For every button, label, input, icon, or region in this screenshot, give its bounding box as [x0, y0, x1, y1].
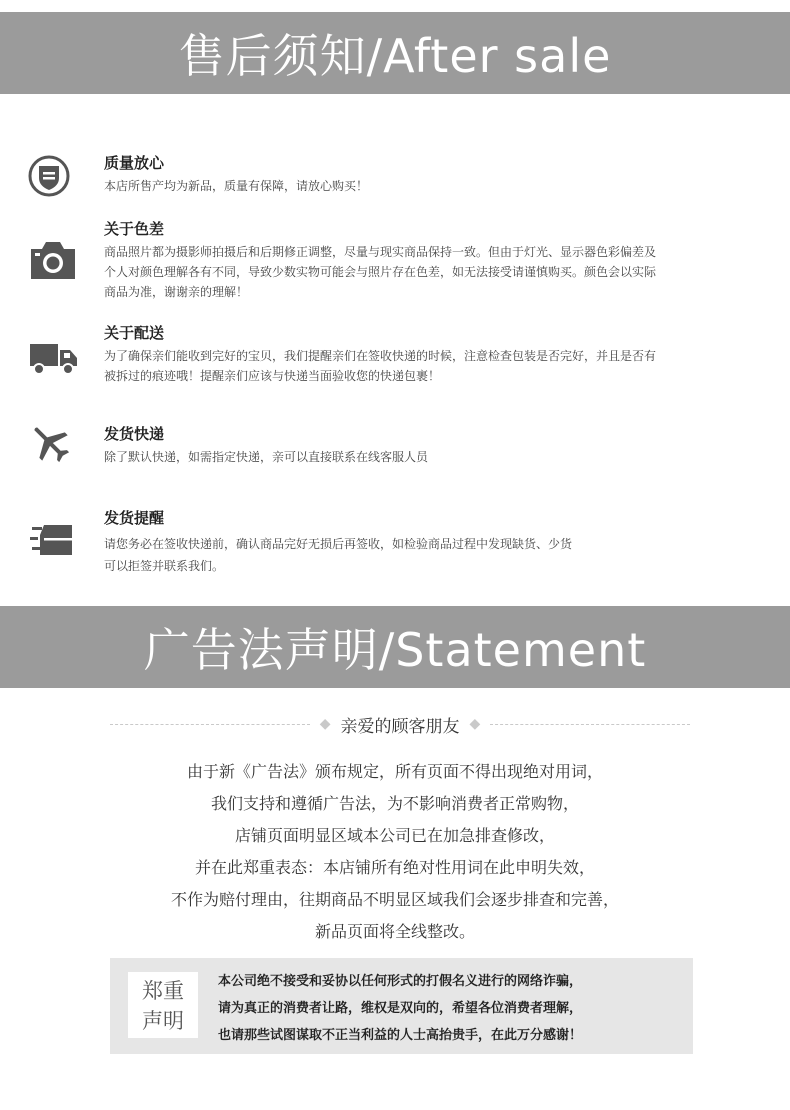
greeting-row	[110, 712, 690, 736]
notice-line: 商品照片都为摄影师拍摄后和后期修正调整，尽量与现实商品保持一致。但由于灯光、显示器色彩偏差及	[104, 245, 657, 259]
statement-line: 不作为赔付理由，往期商品不明显区域我们会逐步排查和完善，	[170, 890, 619, 909]
statement-line: 我们支持和遵循广告法，为不影响消费者正常购物，	[210, 794, 579, 813]
statement-banner-title: 广告法声明/Statement	[143, 623, 647, 677]
statement-banner	[0, 606, 790, 688]
notice-body	[104, 346, 768, 386]
notice-title: 关于色差	[104, 220, 165, 238]
notice-title: 质量放心	[104, 154, 165, 172]
declaration-label-line: 声明	[142, 1009, 184, 1033]
airplane-icon	[28, 421, 82, 465]
notice-body	[104, 447, 768, 467]
camera-icon	[28, 238, 82, 282]
statement-line: 店铺页面明显区域本公司已在加急排查修改，	[234, 826, 555, 845]
notice-line: 本店所售产均为新品，质量有保障，请放心购买！	[104, 179, 369, 193]
greeting-text: 亲爱的顾客朋友	[340, 716, 460, 737]
package-icon	[28, 521, 82, 565]
notice-line: 个人对颜色理解各有不同，导致少数实物可能会与照片存在色差，如无法接受请谨慎购买。颜色会以实际	[104, 265, 657, 279]
diamond-icon: ◆	[319, 716, 331, 732]
statement-line: 由于新《广告法》颁布规定，所有页面不得出现绝对用词，	[186, 762, 603, 781]
solemn-declaration-box	[110, 958, 693, 1054]
statement-text	[0, 756, 790, 948]
notice-title: 关于配送	[104, 324, 165, 342]
declaration-line: 请为真正的消费者让路，维权是双向的，希望各位消费者理解，	[218, 1001, 583, 1016]
notice-body	[104, 242, 768, 302]
after-sale-banner	[0, 12, 790, 94]
statement-line: 新品页面将全线整改。	[314, 922, 475, 941]
notice-line: 除了默认快递，如需指定快递，亲可以直接联系在线客服人员	[104, 450, 429, 464]
notice-line: 请您务必在签收快递前，确认商品完好无损后再签收，如检验商品过程中发现缺货、少货	[104, 537, 573, 551]
statement-line: 并在此郑重表态：本店铺所有绝对性用词在此申明失效，	[194, 858, 595, 877]
notice-body	[104, 176, 768, 196]
declaration-text	[218, 968, 686, 1049]
notice-title: 发货提醒	[104, 509, 165, 527]
declaration-label-line: 郑重	[142, 979, 184, 1003]
declaration-line: 本公司绝不接受和妥协以任何形式的打假名义进行的网络诈骗，	[218, 974, 583, 989]
notice-line: 商品为准，谢谢亲的理解！	[104, 285, 249, 299]
notice-line: 为了确保亲们能收到完好的宝贝，我们提醒亲们在签收快递的时候，注意检查包装是否完好，并且是否有	[104, 349, 657, 363]
divider	[490, 724, 690, 725]
shield-icon	[28, 154, 82, 198]
notice-title: 发货快递	[104, 425, 165, 443]
after-sale-banner-title: 售后须知/After sale	[178, 29, 612, 83]
notice-body	[104, 533, 768, 577]
notice-line: 被拆过的痕迹哦！提醒亲们应该与快递当面验收您的快递包裹！	[104, 369, 441, 383]
notice-line: 可以拒签并联系我们。	[104, 559, 225, 573]
declaration-line: 也请那些试图谋取不正当利益的人士高抬贵手，在此万分感谢！	[218, 1028, 583, 1043]
declaration-label	[128, 972, 198, 1038]
diamond-icon: ◆	[469, 716, 481, 732]
divider	[110, 724, 310, 725]
truck-icon	[28, 336, 82, 380]
